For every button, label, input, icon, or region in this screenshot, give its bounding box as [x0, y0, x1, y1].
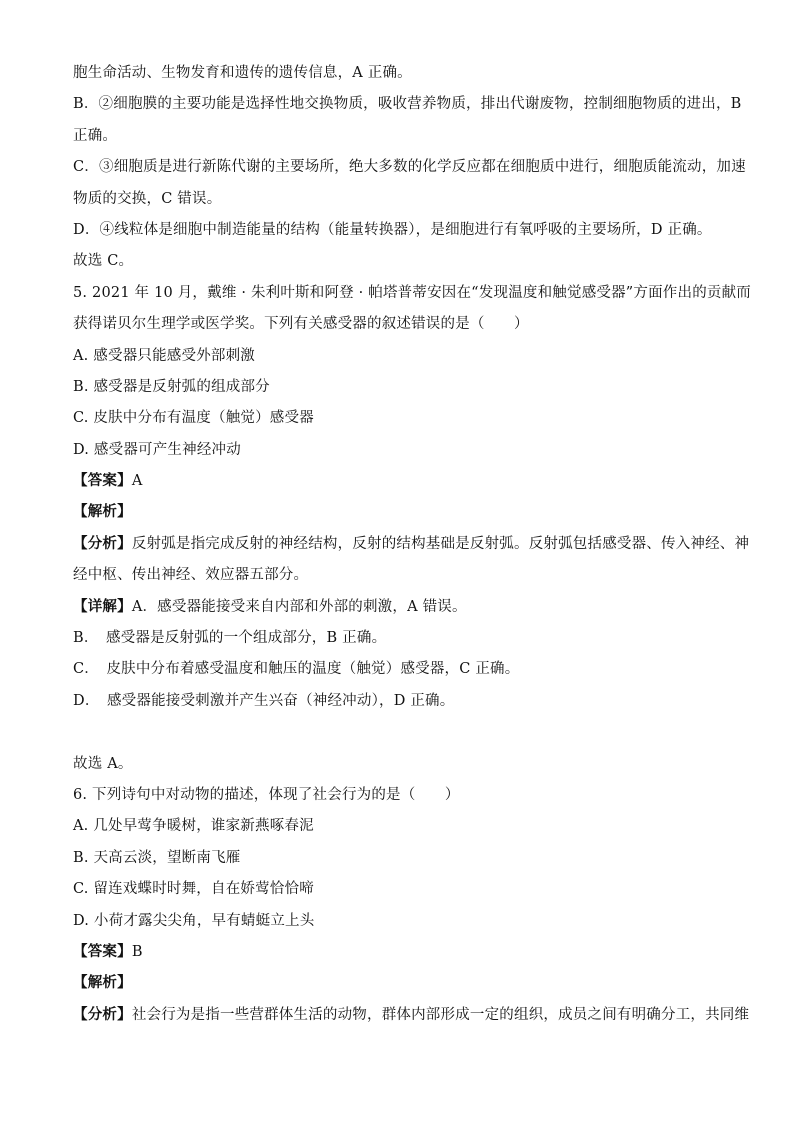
- q5-stem-line-2: 获得诺贝尔生理学或医学奖。下列有关感受器的叙述错误的是（ ）: [73, 316, 529, 333]
- q4-explanation-option-b: B．②细胞膜的主要功能是选择性地交换物质，吸收营养物质，排出代谢废物，控制细胞物质的进出，B: [73, 96, 742, 113]
- q5-option-b: B. 感受器是反射弧的组成部分: [73, 378, 270, 395]
- q6-option-b: B. 天高云淡，望断南飞雁: [73, 849, 241, 866]
- q5-stem-line-1: 5. 2021 年 10 月，戴维 · 朱利叶斯和阿登 · 帕塔普蒂安因在“发现温度和触觉感受器”方面作出的贡献而: [73, 284, 751, 301]
- q5-xiangjie-option-b: B． 感受器是反射弧的一个组成部分，B 正确。: [73, 630, 387, 647]
- q6-option-d: D. 小荷才露尖尖角，早有蜻蜓立上头: [73, 912, 315, 929]
- q5-xiangjie-option-d: D． 感受器能接受刺激并产生兴奋（神经冲动），D 正确。: [73, 692, 455, 709]
- q6-answer: [73, 942, 721, 962]
- answer-value: B: [131, 943, 143, 960]
- answer-value: A: [131, 473, 143, 490]
- xiangjie-text: A．感受器能接受来自内部和外部的刺激，A 错误。: [131, 598, 467, 615]
- fenxi-tag: 【分析】: [73, 1005, 132, 1023]
- q6-option-a: A. 几处早莺争暖树，谁家新燕啄春泥: [73, 818, 314, 835]
- q4-conclusion: 故选 C。: [73, 253, 134, 270]
- q6-fenxi-line-1: [73, 1005, 750, 1025]
- q5-option-a: A. 感受器只能感受外部刺激: [73, 347, 255, 364]
- answer-tag: 【答案】: [73, 472, 132, 490]
- q5-fenxi-line-2: 经中枢、传出神经、效应器五部分。: [73, 567, 309, 584]
- q5-answer: [73, 471, 721, 491]
- blank-line: [73, 722, 721, 742]
- fenxi-text: 社会行为是指一些营群体生活的动物，群体内部形成一定的组织，成员之间有明确分工，共同维: [131, 1006, 750, 1023]
- fenxi-tag: 【分析】: [73, 534, 132, 552]
- analysis-tag: 【解析】: [73, 503, 132, 521]
- q6-analysis-heading: [73, 973, 721, 993]
- q5-fenxi-line-1: [73, 534, 750, 554]
- q4-explanation-option-c: C．③细胞质是进行新陈代谢的主要场所，绝大多数的化学反应都在细胞质中进行，细胞质能流动，加速: [73, 159, 746, 176]
- q5-option-c: C. 皮肤中分布有温度（触觉）感受器: [73, 410, 314, 427]
- q5-analysis-heading: [73, 502, 721, 522]
- q5-conclusion: 故选 A。: [73, 755, 133, 772]
- xiangjie-tag: 【详解】: [73, 597, 132, 615]
- document-content: [73, 63, 751, 1036]
- q6-option-c: C. 留连戏蝶时时舞，自在娇莺恰恰啼: [73, 881, 314, 898]
- q5-xiangjie-line-1: [73, 597, 721, 617]
- analysis-tag: 【解析】: [73, 974, 132, 992]
- q5-option-d: D. 感受器可产生神经冲动: [73, 441, 241, 458]
- q4-explanation-option-d: D．④线粒体是细胞中制造能量的结构（能量转换器），是细胞进行有氧呼吸的主要场所，D 正确。: [73, 221, 712, 238]
- q6-stem: 6. 下列诗句中对动物的描述，体现了社会行为的是（ ）: [73, 786, 460, 803]
- q4-explanation-line-1: 胞生命活动、生物发育和遗传的遗传信息，A 正确。: [73, 65, 412, 81]
- answer-tag: 【答案】: [73, 942, 132, 960]
- q4-explanation-option-c-cont: 物质的交换，C 错误。: [73, 190, 222, 207]
- fenxi-text: 反射弧是指完成反射的神经结构，反射的结构基础是反射弧。反射弧包括感受器、传入神经、神: [131, 535, 750, 552]
- q5-xiangjie-option-c: C． 皮肤中分布着感受温度和触压的温度（触觉）感受器，C 正确。: [73, 661, 520, 678]
- q4-explanation-option-b-cont: 正确。: [73, 127, 118, 144]
